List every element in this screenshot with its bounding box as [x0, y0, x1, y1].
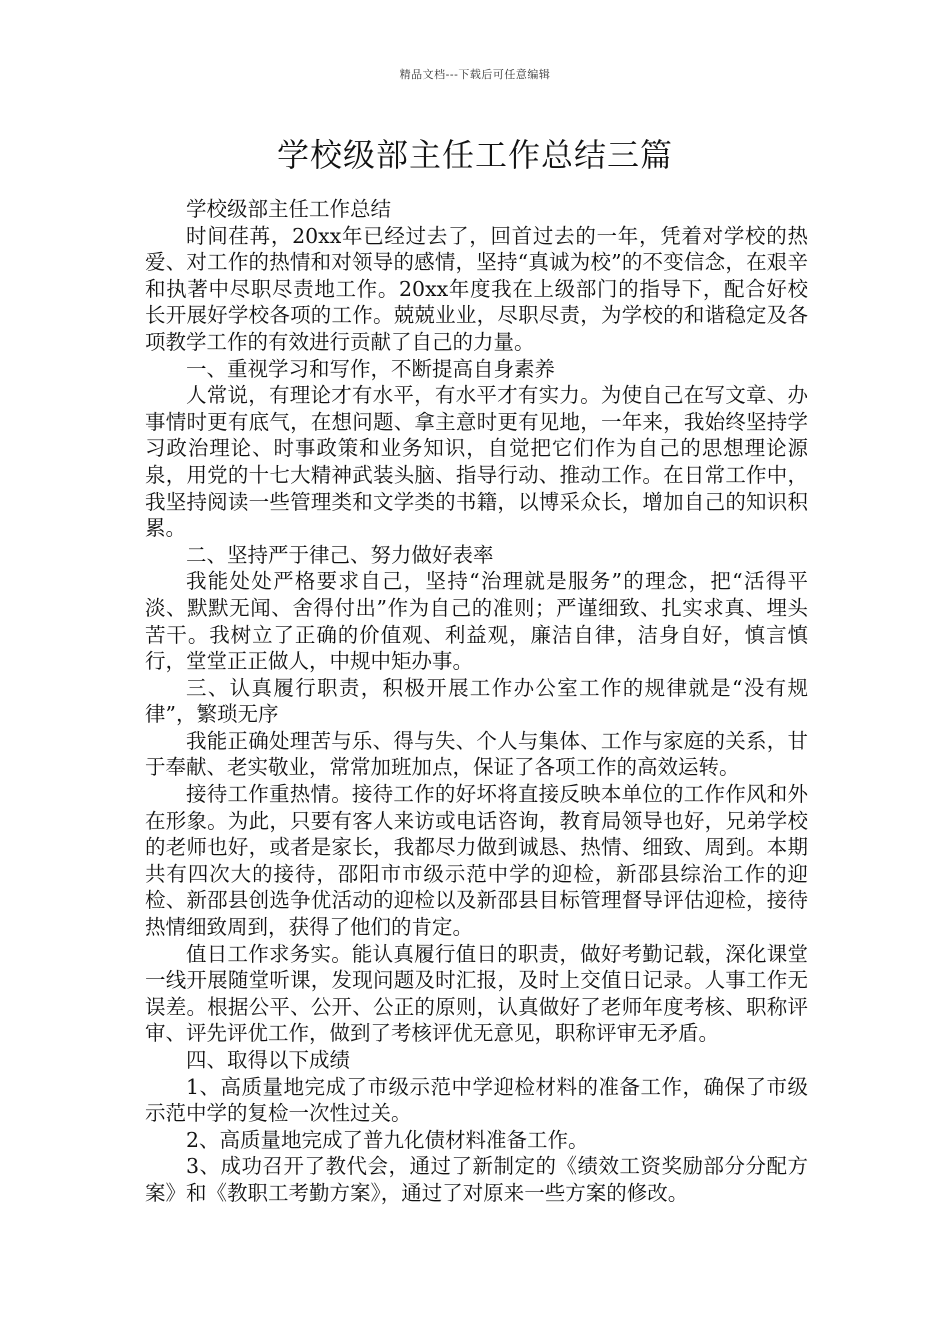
body-paragraph: 值日工作求务实。能认真履行值日的职责，做好考勤记载，深化课堂一线开展随堂听课，发现问题及时汇报，及时上交值日记录。人事工作无误差。根据公平、公开、公正的原则，认真做好了老师年度考核、职称评审、评先评优工作，做到了考核评优无意见，职称评审无矛盾。 [145, 941, 808, 1046]
subtitle-paragraph: 学校级部主任工作总结 [186, 197, 391, 221]
body-paragraph: 我能正确处理苦与乐、得与失、个人与集体、工作与家庭的关系，甘于奉献、老实敬业，常常加班加点，保证了各项工作的高效运转。 [145, 728, 808, 780]
list-item: 2、高质量地完成了普九化债材料准备工作。 [186, 1127, 589, 1152]
section-heading: 四、取得以下成绩 [186, 1048, 350, 1072]
page-header-note: 精品文档---下载后可任意编辑 [399, 68, 551, 81]
document-body [145, 196, 808, 1207]
body-paragraph: 我能处处严格要求自己，坚持“治理就是服务”的理念，把“活得平淡、默默无闻、舍得付出”作为自己的准则；严谨细致、扎实求真、埋头苦干。我树立了正确的价值观、利益观，廉洁自律，洁身自好，慎言慎行，堂堂正正做人，中规中矩办事。 [145, 569, 808, 674]
body-paragraph: 时间荏苒，20xx年已经过去了，回首过去的一年，凭着对学校的热爱、对工作的热情和对领导的感情，坚持“真诚为校”的不变信念，在艰辛和执著中尽职尽责地工作。20xx年度我在上级部门的指导下，配合好校长开展好学校各项的工作。兢兢业业，尽职尽责，为学校的和谐稳定及各项教学工作的有效进行贡献了自己的力量。 [145, 223, 808, 354]
body-paragraph: 人常说，有理论才有水平，有水平才有实力。为使自己在写文章、办事情时更有底气，在想问题、拿主意时更有见地，一年来，我始终坚持学习政治理论、时事政策和业务知识，自觉把它们作为自己的思想理论源泉，用党的十七大精神武装头脑、指导行动、推动工作。在日常工作中，我坚持阅读一些管理类和文学类的书籍，以博采众长，增加自己的知识积累。 [145, 383, 808, 541]
body-paragraph: 接待工作重热情。接待工作的好坏将直接反映本单位的工作作风和外在形象。为此，只要有客人来访或电话咨询，教育局领导也好，兄弟学校的老师也好，或者是家长，我都尽力做到诚恳、热情、细致、周到。本期共有四次大的接待，邵阳市市级示范中学的迎检，新邵县综治工作的迎检、新邵县创选争优活动的迎检以及新邵县目标管理督导评估迎检，接待热情细致周到，获得了他们的肯定。 [145, 782, 808, 940]
section-heading: 三、认真履行职责，积极开展工作办公室工作的规律就是“没有规律”，繁琐无序 [145, 675, 808, 727]
list-item: 1、高质量地完成了市级示范中学迎检材料的准备工作，确保了市级示范中学的复检一次性过关。 [145, 1074, 808, 1126]
list-item: 3、成功召开了教代会，通过了新制定的《绩效工资奖励部分分配方案》和《教职工考勤方案》，通过了对原来一些方案的修改。 [145, 1154, 808, 1205]
document-title: 学校级部主任工作总结三篇 [276, 136, 673, 174]
section-heading: 一、重视学习和写作，不断提高自身素养 [186, 356, 555, 381]
section-heading: 二、坚持严于律己、努力做好表率 [186, 542, 494, 567]
